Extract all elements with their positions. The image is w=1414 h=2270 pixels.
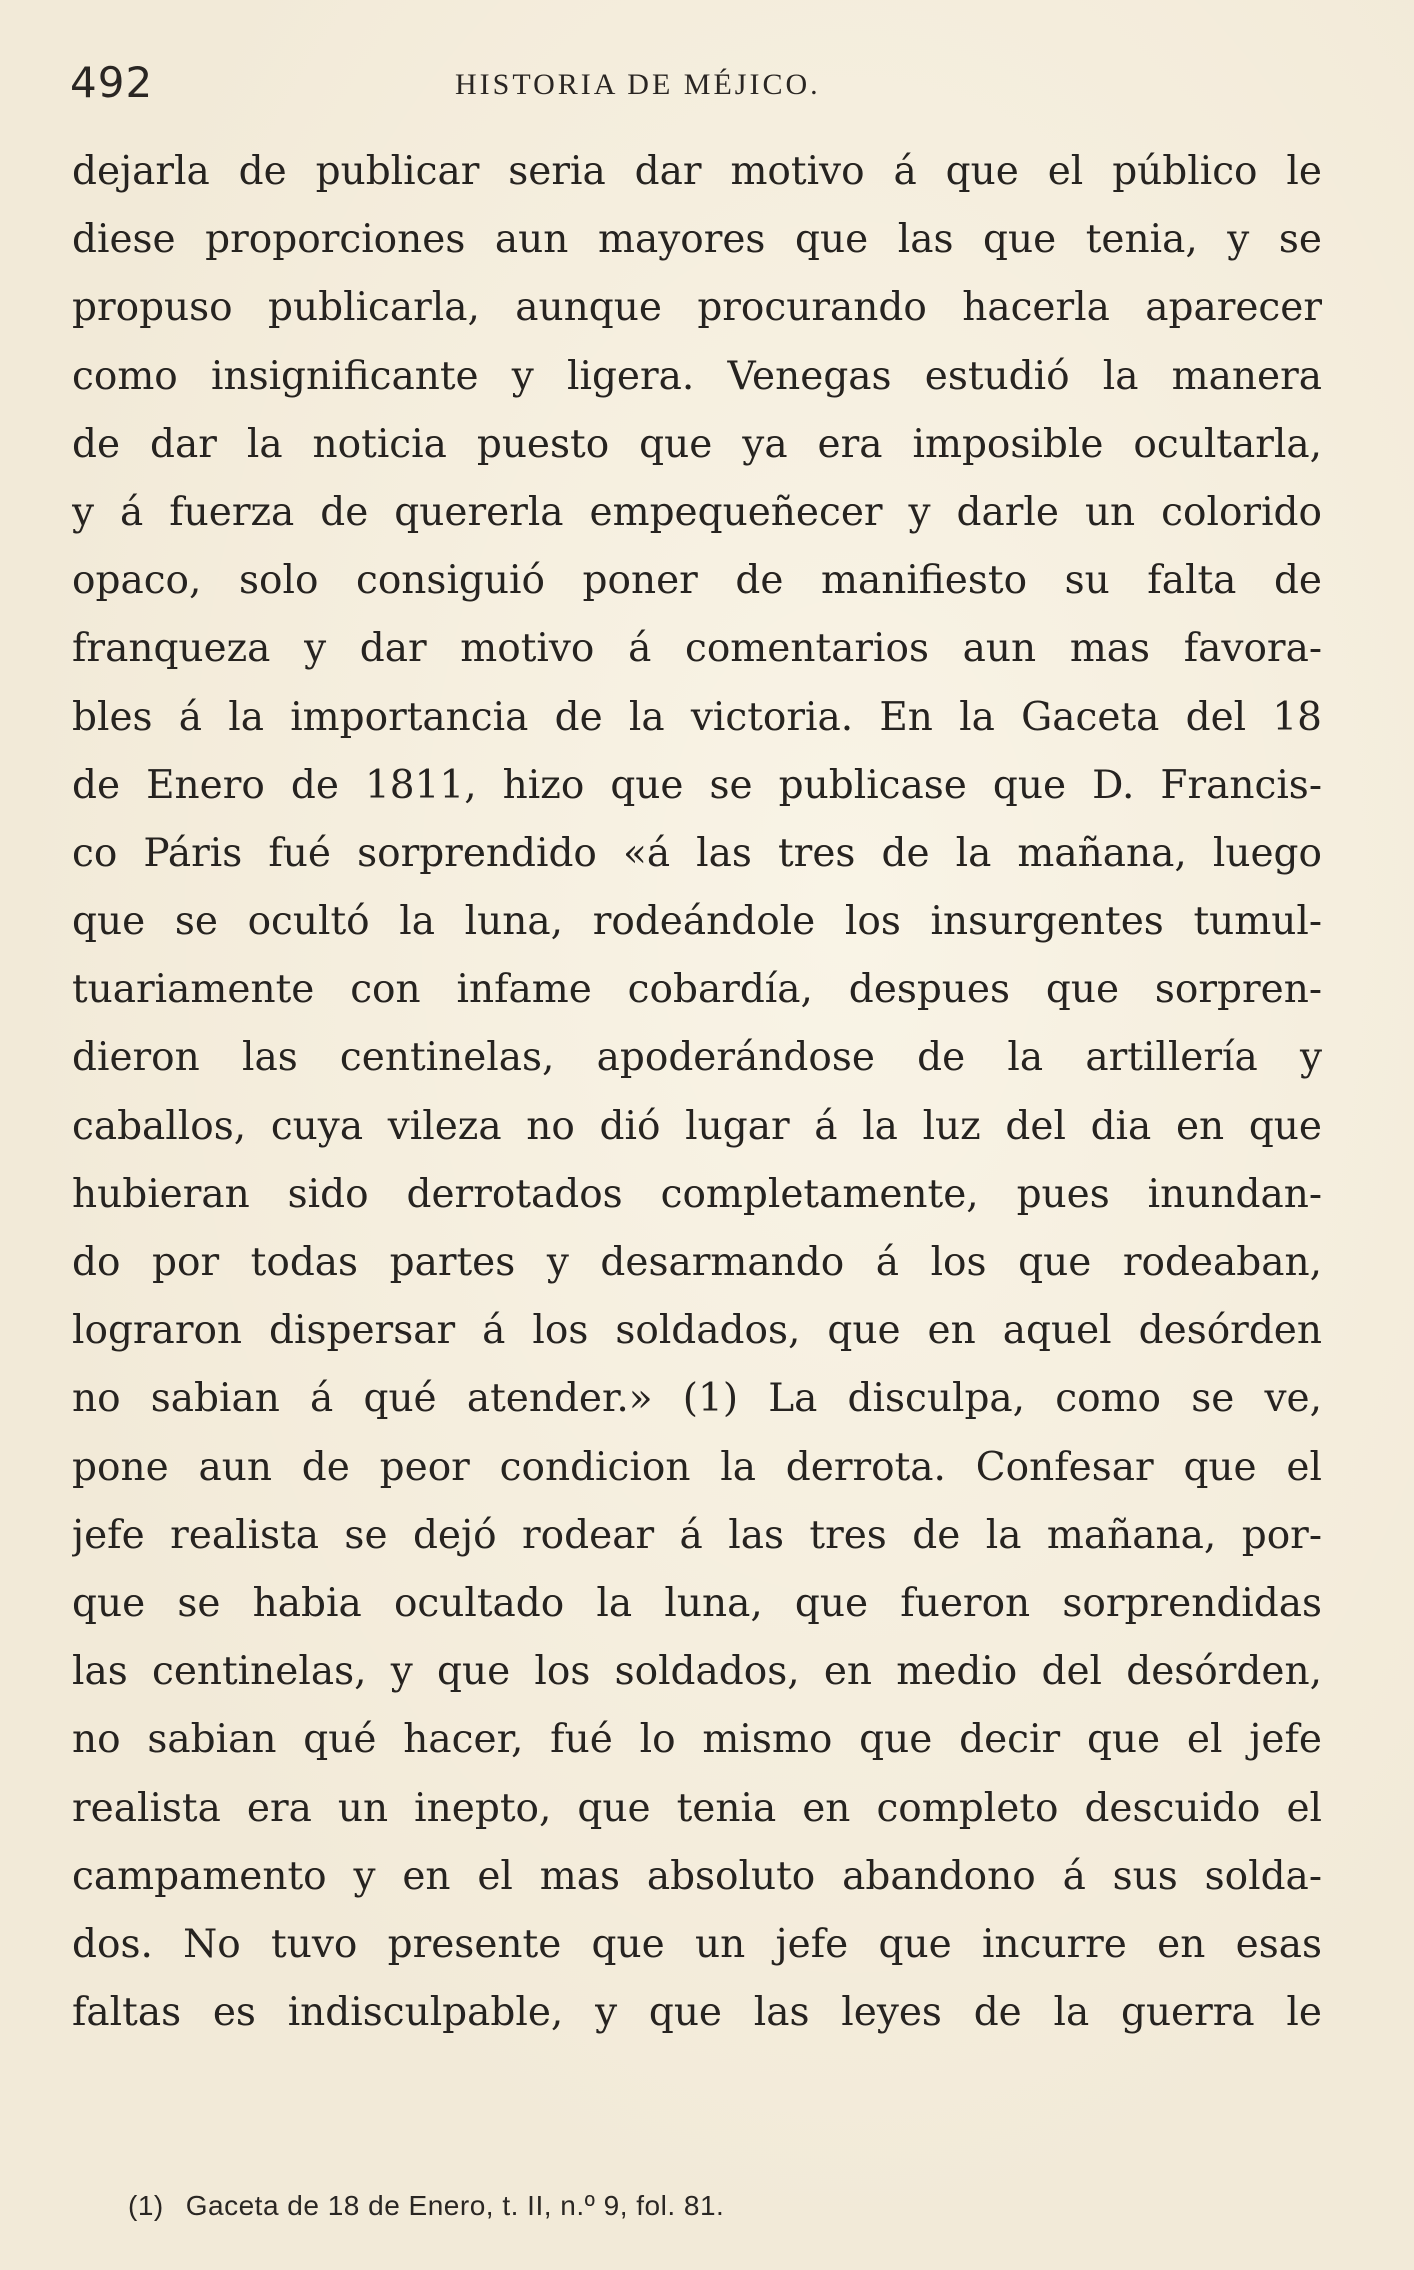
running-head: HISTORIA DE MÉJICO. bbox=[455, 68, 821, 101]
footnote bbox=[128, 2190, 724, 2222]
text-line: faltas es indisculpable, y que las leyes de la guerra le bbox=[72, 1990, 1322, 2036]
text-line: no sabian qué hacer, fué lo mismo que decir que el jefe bbox=[72, 1717, 1322, 1763]
text-line: dieron las centinelas, apoderándose de la artillería y bbox=[72, 1035, 1322, 1081]
text-line: de dar la noticia puesto que ya era imposible ocultarla, bbox=[72, 421, 1322, 467]
text-line: tuariamente con infame cobardía, despues que sorpren- bbox=[72, 967, 1322, 1013]
text-line: de Enero de 1811, hizo que se publicase que D. Francis- bbox=[72, 762, 1322, 808]
text-line: como insignificante y ligera. Venegas estudió la manera bbox=[72, 353, 1322, 399]
text-line: campamento y en el mas absoluto abandono á sus solda- bbox=[72, 1853, 1322, 1899]
text-line: y á fuerza de quererla empequeñecer y darle un colorido bbox=[72, 489, 1322, 535]
footnote-text: Gaceta de 18 de Enero, t. II, n.º 9, fol. 81. bbox=[185, 2190, 725, 2221]
text-line: dejarla de publicar seria dar motivo á que el público le bbox=[72, 149, 1322, 194]
footnote-mark: (1) bbox=[128, 2190, 164, 2221]
text-line: que se ocultó la luna, rodeándole los insurgentes tumul- bbox=[72, 899, 1322, 945]
text-line: pone aun de peor condicion la derrota. Confesar que el bbox=[72, 1444, 1322, 1490]
text-line: hubieran sido derrotados completamente, pues inundan- bbox=[72, 1171, 1322, 1217]
text-line: jefe realista se dejó rodear á las tres de la mañana, por- bbox=[72, 1512, 1322, 1558]
page-header bbox=[70, 58, 1320, 118]
text-line: co Páris fué sorprendido «á las tres de la mañana, luego bbox=[72, 830, 1322, 876]
text-line: caballos, cuya vileza no dió lugar á la luz del dia en que bbox=[72, 1103, 1322, 1149]
text-line: lograron dispersar á los soldados, que en aquel desórden bbox=[72, 1308, 1322, 1354]
text-line: que se habia ocultado la luna, que fueron sorprendidas bbox=[72, 1580, 1322, 1626]
page-number: 492 bbox=[70, 58, 154, 107]
text-line: propuso publicarla, aunque procurando hacerla aparecer bbox=[72, 285, 1322, 331]
text-line: no sabian á qué atender.» (1) La disculpa, como se ve, bbox=[72, 1376, 1322, 1422]
text-line: opaco, solo consiguió poner de manifiesto su falta de bbox=[72, 558, 1322, 604]
text-line: do por todas partes y desarmando á los que rodeaban, bbox=[72, 1240, 1322, 1285]
text-line: franqueza y dar motivo á comentarios aun mas favora- bbox=[72, 626, 1322, 672]
text-line: las centinelas, y que los soldados, en medio del desórden, bbox=[72, 1649, 1322, 1695]
text-line: diese proporciones aun mayores que las que tenia, y se bbox=[72, 217, 1322, 263]
text-line: bles á la importancia de la victoria. En la Gaceta del 18 bbox=[72, 694, 1322, 740]
body-text bbox=[72, 138, 1322, 2047]
text-line: dos. No tuvo presente que un jefe que incurre en esas bbox=[72, 1921, 1322, 1967]
text-line: realista era un inepto, que tenia en completo descuido el bbox=[72, 1785, 1322, 1831]
